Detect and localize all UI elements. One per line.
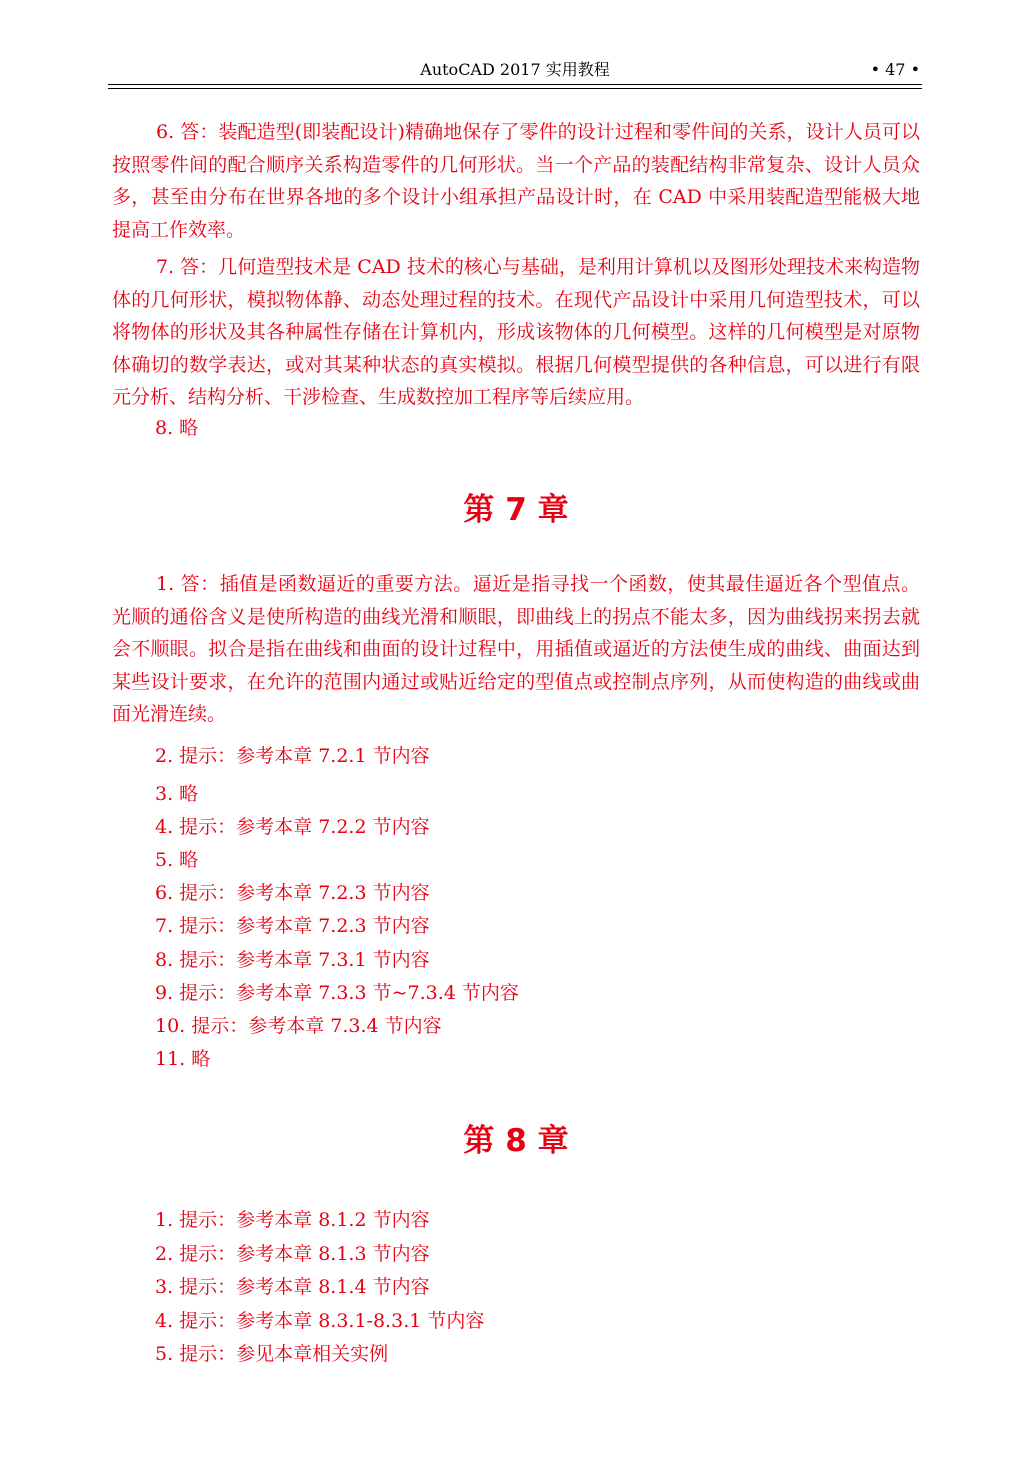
chapter-7-item: 7. 提示：参考本章 7.2.3 节内容 [155, 915, 430, 937]
chapter-8-item: 1. 提示：参考本章 8.1.2 节内容 [155, 1209, 430, 1231]
chapter-8-item: 4. 提示：参考本章 8.3.1-8.3.1 节内容 [155, 1310, 485, 1332]
answer-paragraph-6: 6. 答：装配造型(即装配设计)精确地保存了零件的设计过程和零件间的关系，设计人员可以按照零件间的配合顺序关系构造零件的几何形状。当一个产品的装配结构非常复杂、设计人员众多，甚至由分布在世界各地的多个设计小组承担产品设计时，在 CAD 中采用装配造型能极大地提高工作效率。 [112, 121, 920, 241]
chapter-7-item: 8. 提示：参考本章 7.3.1 节内容 [155, 949, 430, 971]
chapter-8-item: 3. 提示：参考本章 8.1.4 节内容 [155, 1276, 430, 1298]
header-rule-thin [108, 88, 922, 89]
chapter-7-item: 4. 提示：参考本章 7.2.2 节内容 [155, 816, 430, 838]
answer-item-8: 8. 略 [155, 417, 199, 439]
chapter-7-item: 5. 略 [155, 849, 199, 871]
chapter-8-item: 5. 提示：参见本章相关实例 [155, 1343, 389, 1365]
chapter-8-heading: 第 8 章 [463, 1123, 569, 1159]
chapter-8-item: 2. 提示：参考本章 8.1.3 节内容 [155, 1243, 430, 1265]
book-title: AutoCAD 2017 实用教程 [420, 60, 610, 79]
chapter-7-item: 11. 略 [155, 1048, 211, 1070]
chapter-7-item: 6. 提示：参考本章 7.2.3 节内容 [155, 882, 430, 904]
chapter-7-item: 2. 提示：参考本章 7.2.1 节内容 [155, 745, 430, 767]
page-number: • 47 • [870, 60, 920, 79]
header-rule-thick [108, 84, 922, 85]
chapter-7-item: 10. 提示：参考本章 7.3.4 节内容 [155, 1015, 442, 1037]
chapter-7-answer-1: 1. 答：插值是函数逼近的重要方法。逼近是指寻找一个函数，使其最佳逼近各个型值点。光顺的通俗含义是使所构造的曲线光滑和顺眼，即曲线上的拐点不能太多，因为曲线拐来拐去就会不顺眼。拟合是指在曲线和曲面的设计过程中，用插值或逼近的方法使生成的曲线、曲面达到某些设计要求，在允许的范围内通过或贴近给定的型值点或控制点序列，从而使构造的曲线或曲面光滑连续。 [112, 573, 920, 725]
running-header [108, 58, 922, 84]
chapter-7-item: 3. 略 [155, 783, 199, 805]
chapter-7-item: 9. 提示：参考本章 7.3.3 节~7.3.4 节内容 [155, 982, 519, 1004]
chapter-7-heading: 第 7 章 [463, 492, 569, 528]
answer-paragraph-7: 7. 答：几何造型技术是 CAD 技术的核心与基础，是利用计算机以及图形处理技术来构造物体的几何形状，模拟物体静、动态处理过程的技术。在现代产品设计中采用几何造型技术，可以将物体的形状及其各种属性存储在计算机内，形成该物体的几何模型。这样的几何模型是对原物体确切的数学表达，或对其某种状态的真实模拟。根据几何模型提供的各种信息，可以进行有限元分析、结构分析、干涉检查、生成数控加工程序等后续应用。 [112, 256, 920, 408]
